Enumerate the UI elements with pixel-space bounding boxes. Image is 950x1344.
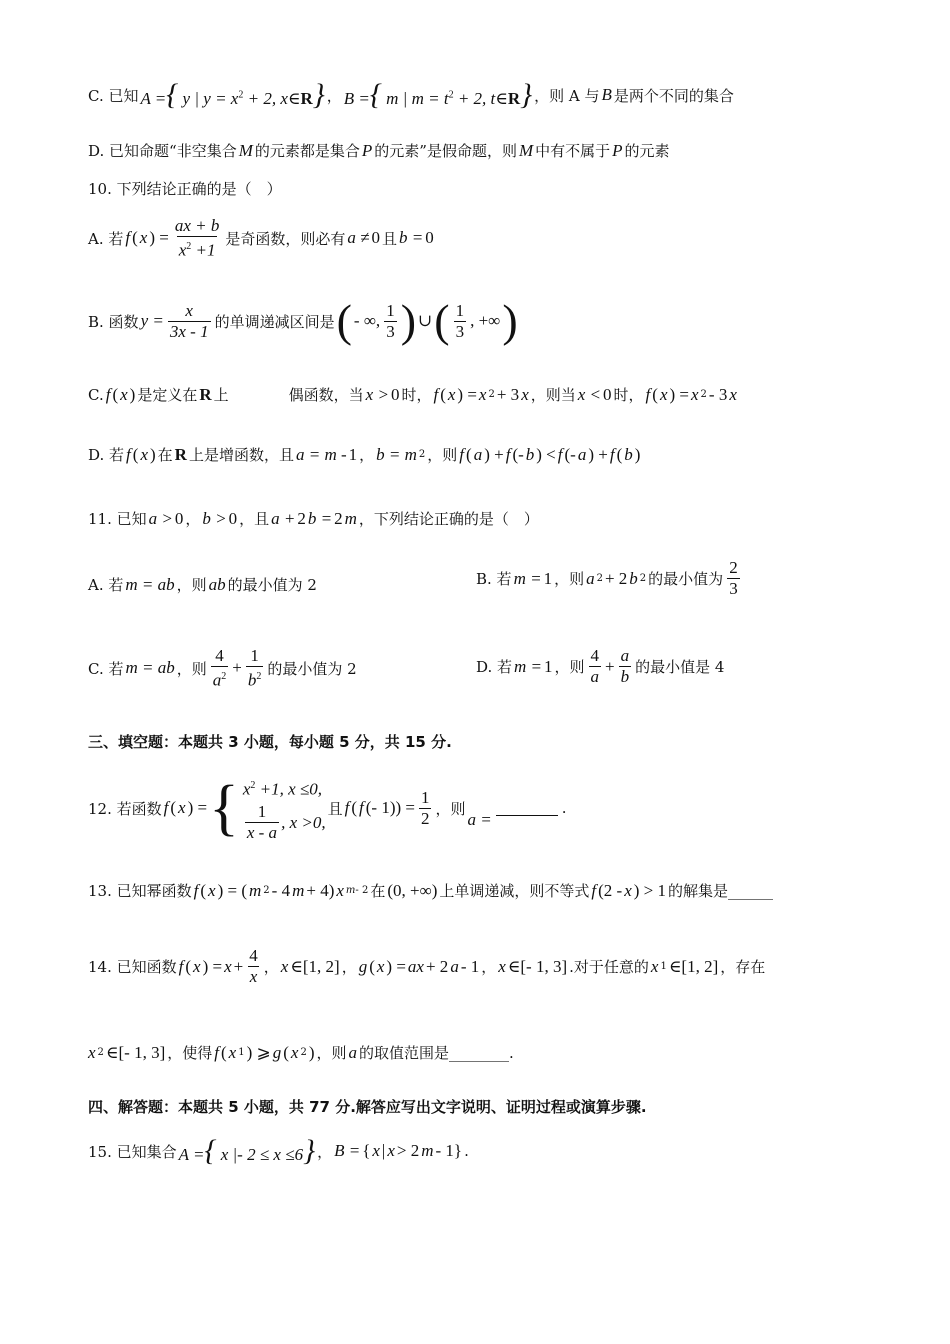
q11-stem-sep1: ， — [185, 510, 201, 528]
q9-d-p1: P — [361, 140, 373, 160]
q11-stem: 11. 已知 a > 0 ， b > 0 ，且 a + 2 b = 2 m ，下列结论正确的是（ ） — [88, 508, 539, 528]
q10-c-mid3: 偶函数，当 — [288, 386, 364, 404]
q11-d-label: D. 若 — [476, 658, 513, 676]
q10-b-frac2: $\frac{1}{3}$ — [455, 300, 465, 341]
q11-d-mid: ，则 — [554, 658, 585, 676]
q10-a-cond1: a ≠ — [347, 228, 370, 248]
q11-c-tail: 的最小值为 2 — [267, 659, 357, 678]
q11-a-mid: ，则 — [176, 576, 207, 594]
q10-option-a: A. 若 f ( x ) = $\frac{ax + b}{x^2 +1}$ 是奇函数，则必有 a ≠ 0 且 b = 0 — [88, 216, 434, 260]
q14-sep-3: ， — [481, 958, 497, 976]
q10-a-and: 且 — [381, 229, 397, 248]
q9-d-label: D. 已知命题“非空集合 — [88, 142, 237, 160]
q13-tail: 的解集是______ — [667, 882, 773, 900]
q14-l2-mid1: ，使得 — [167, 1044, 213, 1062]
q10-d-mid1: 在 — [157, 446, 173, 464]
section-3-heading — [88, 731, 890, 752]
q9-option-c — [88, 80, 890, 110]
q9-d-m1: M — [238, 140, 253, 160]
q10-a-label: A. 若 — [88, 229, 124, 248]
q9-c-set-b: B ={ m | $m = t^2 + 2$, t∈R} — [343, 78, 533, 111]
q9-c-tail2: 是两个不同的集合 — [613, 86, 734, 105]
q11-stem-sep2: ，且 — [239, 510, 270, 528]
q9-c-b-var: B — [601, 85, 612, 104]
q12-piecewise: $x^2 +1$, x ≤0, $\frac{1}{x - a}$ , x > 0, — [242, 779, 326, 843]
q10-d-mid2: 上是增函数，且 — [188, 446, 294, 464]
q9-c-set-a: A ={ y | $y = x^2 + 2$, x∈R} — [140, 78, 325, 111]
q11-b-frac: $\frac{2}{3}$ — [729, 558, 738, 598]
q10-option-d: D. 若 f ( x ) 在 R 上是增函数，且 a = m - 1 ， b = m 2 ，则 f ( a ) + f (- b ) < f (- a ) + f ( b ) — [88, 444, 641, 464]
q11-b-label: B. 若 — [476, 570, 512, 588]
q9-d-mid2: 的元素”是假命题，则 — [374, 142, 517, 160]
q11-row-ab: A. 若 m = ab ，则 ab 的最小值为 2 — [88, 574, 317, 594]
q13-mid2: 上单调递减，则不等式 — [439, 882, 590, 900]
q10-a-mid: 是奇函数，则必有 — [225, 229, 346, 248]
q12-mid: 且 — [327, 799, 343, 818]
q10-c-mid1: 是定义在 — [137, 386, 198, 404]
q10-option-c: C. f ( x ) 是定义在 R 上 偶函数，当 x > 0 时， f ( x ) = x 2 + 3 x ，则当 x < 0 时， f ( x ) = x 2 - 3 x — [88, 384, 737, 404]
q14-l2-tail: 的取值范围是________. — [359, 1044, 514, 1062]
q11-b-mid: ，则 — [554, 570, 585, 588]
q9-c-label: C. 已知 — [88, 86, 139, 105]
q15-label: 15. 已知集合 — [88, 1142, 177, 1161]
q10-a-fx: f — [125, 228, 131, 248]
q12: 12. 若函数 f ( x ) = { $x^2 +1$, x ≤0, $\frac{1}{x - a}$ , x > 0, 且 f ( f (- 1)) = $\frac{1}{2}$ ，则 a = . — [88, 774, 567, 843]
q10-d-label: D. 若 — [88, 446, 125, 464]
q11-stem-tail: ，下列结论正确的是（ ） — [358, 510, 539, 528]
q14-mid2: ，存在 — [720, 958, 766, 976]
q10-b-mid: 的单调递减区间是 — [214, 312, 335, 331]
q11-a-tail: 的最小值为 2 — [227, 576, 317, 594]
q10-c-mid4: 时， — [401, 386, 432, 404]
q9-d-m2: M — [518, 140, 534, 160]
q10-a-fraction: $\frac{ax + b}{x^2 +1}$ — [174, 216, 220, 260]
q14-sep-2: ， — [341, 958, 357, 976]
q14-line-1: 14. 已知函数 f ( x ) = x + $\frac{4}{x}$ ， x ∈[1, 2] ， g ( x ) = ax + 2 a - 1 ， x ∈[- 1, 3] .对于任意的 x 1 ∈[1, 2] ，存在 — [88, 946, 766, 986]
q15-set-a: A ={ x |- 2 ≤ x ≤6} — [178, 1134, 316, 1167]
q15-sep: ， — [317, 1142, 333, 1161]
q14-label: 14. 已知函数 — [88, 958, 177, 976]
q9-d-mid3: 中有不属于 — [535, 142, 611, 160]
q9-d-mid1: 的元素都是集合 — [254, 142, 360, 160]
q9-d-p2: P — [612, 140, 623, 160]
q13-mid1: 在 — [370, 882, 386, 900]
q10-a-cond2: b = — [398, 228, 424, 248]
q15-tail: . — [464, 1142, 469, 1160]
q9-c-tail: ，则 A 与 — [534, 86, 600, 105]
q11-b-tail: 的最小值为 — [648, 570, 724, 588]
section-4-heading — [88, 1096, 890, 1117]
q13-label: 13. 已知幂函数 — [88, 882, 192, 900]
q10-c-mid2: 上 — [213, 386, 229, 404]
q9-option-d — [88, 140, 890, 161]
q13: 13. 已知幂函数 f ( x ) = ( m 2 - 4 m + 4) x m- 2 在 (0, +∞) 上单调递减，则不等式 f (2 - x ) > 1 的解集是______ — [88, 880, 773, 900]
q11-option-d: D. 若 m = 1 ，则 $\frac{4}{a}$ + $\frac{a}{b}$ 的最小值是 4 — [476, 646, 725, 686]
q10-c-label: C. — [88, 385, 104, 404]
q15: 15. 已知集合 A ={ x |- 2 ≤ x ≤6} ， B = { x | x > 2 m - 1} . — [88, 1134, 469, 1167]
q11-d-tail: 的最小值是 4 — [635, 658, 725, 676]
q10-option-b: B. 函数 y = $\frac{x}{3x - 1}$ 的单调递减区间是 ( - ∞, $\frac{1}{3}$ ) ∪ ( $\frac{1}{3}$ , +∞ ) — [88, 295, 518, 346]
q14-mid1: .对于任意的 — [569, 958, 649, 976]
q14-line-2: x 2 ∈[- 1, 3] ，使得 f ( x 1 ) ⩾ g ( x 2 ) ，则 a 的取值范围是________. — [88, 1042, 514, 1062]
q15-set-b: B = — [334, 1141, 361, 1160]
q14-l2-mid2: ，则 — [316, 1044, 347, 1062]
q10-d-inequality: f — [459, 444, 465, 464]
q10-b-fraction: $\frac{x}{3x - 1}$ — [169, 300, 209, 341]
q10-b-label: B. 函数 — [88, 312, 139, 331]
q12-tail: . — [561, 799, 567, 817]
q10-stem — [88, 178, 890, 199]
q12-answer-blank — [496, 801, 558, 816]
q12-mid2: ，则 — [435, 799, 466, 818]
q11-option-c: C. 若 m = ab ，则 $\frac{4}{a^2}$ + $\frac{1}{b^2}$ 的最小值为 2 — [88, 646, 357, 690]
q10-stem-text: 10. 下列结论正确的是（ ） — [88, 180, 282, 198]
section-3-text: 三、填空题：本题共 3 小题，每小题 5 分，共 15 分. — [88, 733, 452, 751]
q10-c-mid6: 时， — [613, 386, 644, 404]
q11-stem-label: 11. 已知 — [88, 510, 147, 528]
q14-sep-1: ， — [263, 958, 279, 976]
q11-c-mid: ，则 — [176, 659, 207, 678]
section-4-text: 四、解答题：本题共 5 小题，共 77 分.解答应写出文字说明、证明过程或演算步骤. — [88, 1098, 647, 1116]
q11-c-label: C. 若 — [88, 659, 124, 678]
q11-option-b: B. 若 m = 1 ，则 a 2 + 2 b 2 的最小值为 $\frac{2}{3}$ — [476, 558, 738, 598]
q9-d-tail: 的元素 — [624, 142, 670, 160]
q10-d-mid3: ，则 — [427, 446, 458, 464]
q10-d-sep: ， — [359, 446, 375, 464]
q11-a-label: A. 若 — [88, 576, 124, 594]
q10-b-frac1: $\frac{1}{3}$ — [386, 300, 395, 341]
q10-b-fy: y = — [140, 311, 164, 330]
q9-c-sep: ， — [326, 86, 342, 105]
q12-label: 12. 若函数 — [88, 799, 162, 818]
q10-c-mid5: ，则当 — [530, 386, 576, 404]
